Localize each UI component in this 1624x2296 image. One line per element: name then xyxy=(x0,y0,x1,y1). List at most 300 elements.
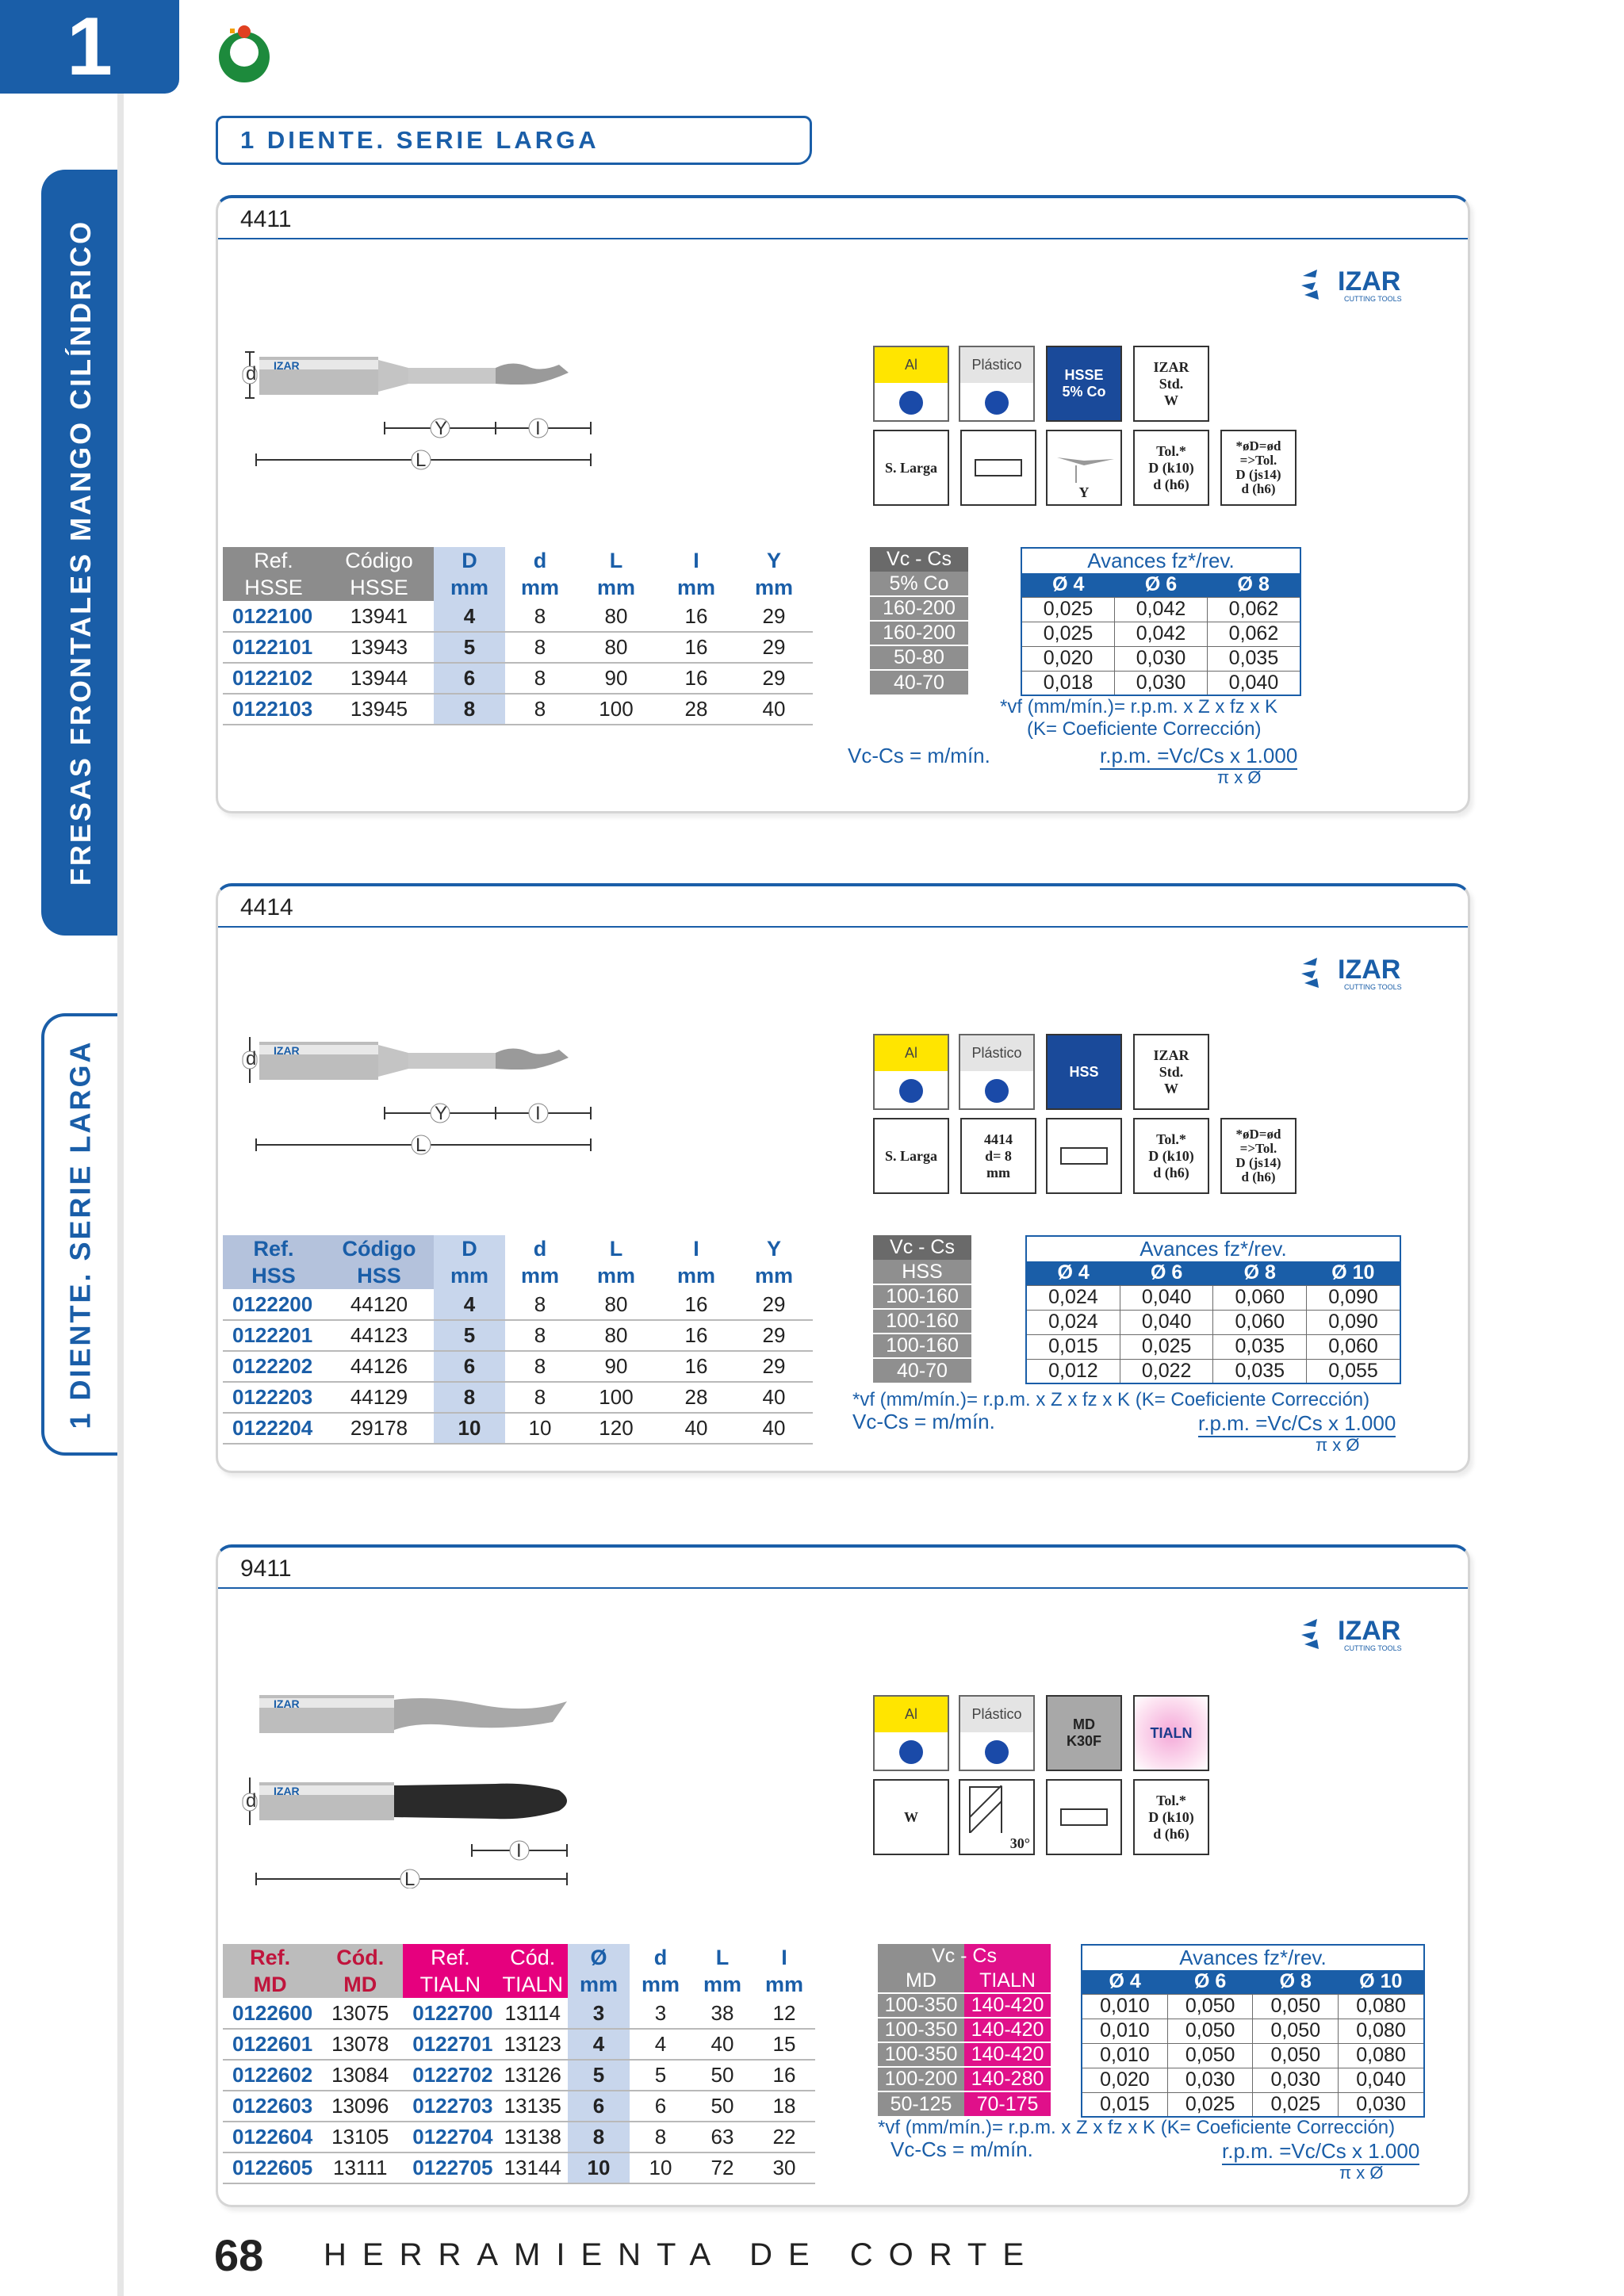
table-cell: 0,020 xyxy=(1021,646,1115,671)
svg-text:CUTTING TOOLS: CUTTING TOOLS xyxy=(1344,295,1402,303)
svg-text:d: d xyxy=(246,1790,257,1812)
product-panel-9411 xyxy=(216,1544,1470,2207)
col-unit: mm xyxy=(575,574,657,601)
table-cell: 0,090 xyxy=(1307,1310,1400,1334)
svg-text:I: I xyxy=(535,1103,541,1124)
table-cell: 8 xyxy=(434,1382,505,1413)
table-cell: 80 xyxy=(575,1320,657,1351)
product-code: 4414 xyxy=(240,894,293,920)
vc-cell: 160-200 xyxy=(870,621,968,645)
rpm-divisor: π x Ø xyxy=(1217,767,1262,787)
table-cell: 10 xyxy=(505,1413,575,1444)
table-cell: 22 xyxy=(753,2122,815,2152)
shank-w-icon: W xyxy=(873,1779,949,1855)
vc-cell: 140-280 xyxy=(964,2067,1051,2091)
col-unit: mm xyxy=(735,574,813,601)
table-cell: 13135 xyxy=(497,2091,568,2122)
vc-subheader: TIALN xyxy=(964,1969,1051,1993)
rpm-formula: r.p.m. =Vc/Cs x 1.000 xyxy=(1198,1411,1396,1437)
table-cell: 13084 xyxy=(317,2060,403,2091)
col-unit: mm xyxy=(691,1971,753,1998)
carbide-material-icon: MD K30F xyxy=(1046,1695,1122,1771)
feed-col-header: Ø 8 xyxy=(1213,1261,1307,1285)
material-plastico-label: Plástico xyxy=(960,1697,1033,1732)
spec-table-4411 xyxy=(223,547,813,725)
vc-cell: 50-80 xyxy=(870,645,968,670)
vc-header: Vc - Cs xyxy=(870,547,968,572)
table-cell: 8 xyxy=(505,694,575,725)
table-cell: 0122201 xyxy=(223,1320,324,1351)
feed-row xyxy=(1026,1285,1400,1310)
table-cell: 80 xyxy=(575,601,657,632)
material-al-label: Al xyxy=(875,347,948,383)
table-cell: 100 xyxy=(575,694,657,725)
col-header: I xyxy=(753,1944,815,1971)
table-cell: 8 xyxy=(505,1382,575,1413)
vc-cell: 100-160 xyxy=(873,1284,971,1309)
table-cell: 40 xyxy=(735,1413,813,1444)
material-plastico-label: Plástico xyxy=(960,1035,1033,1071)
table-cell: 0,022 xyxy=(1120,1359,1213,1383)
table-row xyxy=(223,2152,815,2183)
table-cell: 28 xyxy=(657,694,735,725)
material-plastico-label: Plástico xyxy=(960,347,1033,383)
table-row xyxy=(223,1413,813,1444)
table-cell: 5 xyxy=(630,2060,691,2091)
table-cell: 0,040 xyxy=(1339,2068,1424,2092)
table-row xyxy=(223,2091,815,2122)
cylinder-shank-icon xyxy=(1046,1118,1122,1194)
rpm-formula: r.p.m. =Vc/Cs x 1.000 xyxy=(1100,744,1297,770)
svg-text:IZAR: IZAR xyxy=(1338,1616,1401,1646)
table-cell: 8 xyxy=(505,601,575,632)
rpm-divisor: π x Ø xyxy=(1339,2163,1384,2183)
feed-formula: *vf (mm/mín.)= r.p.m. x Z x fz x K xyxy=(1000,696,1278,718)
section-title: 1 DIENTE. SERIE LARGA xyxy=(216,116,812,165)
col-unit: HSS xyxy=(223,1262,324,1289)
vc-row xyxy=(878,2067,1051,2091)
col-header: L xyxy=(691,1944,753,1971)
svg-text:IZAR: IZAR xyxy=(274,1697,300,1710)
feed-row xyxy=(1026,1310,1400,1334)
table-cell: 0,060 xyxy=(1307,1334,1400,1359)
cutting-speed-table-9411 xyxy=(878,1944,1051,2116)
spec-table-9411 xyxy=(223,1944,815,2184)
svg-text:d: d xyxy=(246,363,257,385)
table-cell: 13096 xyxy=(317,2091,403,2122)
table-cell: 13111 xyxy=(317,2152,403,2183)
table-cell: 72 xyxy=(691,2152,753,2183)
table-row xyxy=(223,1998,815,2029)
vc-cell: 160-200 xyxy=(870,596,968,621)
feed-formula: *vf (mm/mín.)= r.p.m. x Z x fz x K (K= Coeficiente Corrección) xyxy=(878,2117,1396,2138)
svg-text:Y: Y xyxy=(435,1103,448,1124)
tialn-coating-icon: TIALN xyxy=(1133,1695,1209,1771)
table-cell: 29 xyxy=(735,1351,813,1382)
col-header: I xyxy=(657,547,735,574)
vc-unit-note: Vc-Cs = m/mín. xyxy=(891,2137,1033,2161)
table-cell: 0122200 xyxy=(223,1289,324,1320)
product-panel-4414 xyxy=(216,883,1470,1473)
svg-text:Y: Y xyxy=(435,418,448,439)
material-al xyxy=(873,1695,949,1771)
vc-cell: 100-350 xyxy=(878,2042,964,2067)
material-al xyxy=(873,1034,949,1110)
material-plastico xyxy=(959,346,1035,422)
table-cell: 12 xyxy=(753,1998,815,2029)
col-unit: mm xyxy=(753,1971,815,1998)
table-cell: 0,050 xyxy=(1167,2019,1253,2043)
table-cell: 29178 xyxy=(324,1413,434,1444)
vc-cell: 100-350 xyxy=(878,2018,964,2042)
col-header: Y xyxy=(735,1235,813,1262)
table-cell: 8 xyxy=(505,1320,575,1351)
table-cell: 0,025 xyxy=(1021,597,1115,622)
table-cell: 29 xyxy=(735,1289,813,1320)
svg-text:d: d xyxy=(246,1048,257,1070)
divider xyxy=(218,238,1468,239)
col-unit: HSSE xyxy=(223,574,324,601)
vc-subheader: 5% Co xyxy=(870,572,968,596)
tool-drawing-9411 xyxy=(242,1690,622,1888)
col-header: L xyxy=(575,1235,657,1262)
suitable-dot-icon xyxy=(985,1740,1009,1764)
table-cell: 0,010 xyxy=(1082,1994,1167,2019)
table-cell: 0,042 xyxy=(1115,622,1208,646)
table-cell: 16 xyxy=(753,2060,815,2091)
table-cell: 0122701 xyxy=(403,2029,497,2060)
col-header: Ref. xyxy=(223,547,324,574)
table-row xyxy=(223,663,813,694)
table-cell: 0,025 xyxy=(1167,2092,1253,2117)
table-cell: 13943 xyxy=(324,632,434,663)
col-unit: TIALN xyxy=(403,1971,497,1998)
suitable-dot-icon xyxy=(899,391,923,415)
table-cell: 0,015 xyxy=(1082,2092,1167,2117)
table-cell: 0,012 xyxy=(1026,1359,1120,1383)
izar-logo-icon xyxy=(1295,262,1446,309)
table-cell: 0,035 xyxy=(1213,1334,1307,1359)
table-row xyxy=(223,1351,813,1382)
company-logo-icon xyxy=(213,22,276,86)
table-cell: 0,030 xyxy=(1253,2068,1339,2092)
table-cell: 4 xyxy=(568,2029,630,2060)
col-header: Código xyxy=(324,1235,434,1262)
table-cell: 15 xyxy=(753,2029,815,2060)
feed-row xyxy=(1082,2043,1424,2068)
side-tab-main-label: FRESAS FRONTALES MANGO CILÍNDRICO xyxy=(64,219,98,886)
table-cell: 0122603 xyxy=(223,2091,317,2122)
angle-label: 30° xyxy=(1009,1835,1030,1851)
col-unit: MD xyxy=(223,1971,317,1998)
table-cell: 0,050 xyxy=(1253,2019,1339,2043)
table-cell: 40 xyxy=(735,1382,813,1413)
table-cell: 0,010 xyxy=(1082,2019,1167,2043)
table-cell: 63 xyxy=(691,2122,753,2152)
table-cell: 0122700 xyxy=(403,1998,497,2029)
table-cell: 13123 xyxy=(497,2029,568,2060)
col-unit: HSSE xyxy=(324,574,434,601)
col-header: Ø xyxy=(568,1944,630,1971)
col-header: Cód. xyxy=(497,1944,568,1971)
vc-row xyxy=(878,2042,1051,2067)
vc-cell: 100-160 xyxy=(873,1309,971,1334)
feed-col-header: Ø 8 xyxy=(1207,573,1300,597)
table-cell: 44123 xyxy=(324,1320,434,1351)
table-cell: 0,060 xyxy=(1213,1285,1307,1310)
feed-row xyxy=(1082,2092,1424,2117)
table-cell: 0,042 xyxy=(1115,597,1208,622)
table-cell: 13941 xyxy=(324,601,434,632)
side-tab-sub xyxy=(41,1013,117,1456)
table-cell: 0,035 xyxy=(1207,646,1300,671)
table-cell: 13126 xyxy=(497,2060,568,2091)
table-cell: 29 xyxy=(735,632,813,663)
table-cell: 38 xyxy=(691,1998,753,2029)
table-cell: 0122704 xyxy=(403,2122,497,2152)
table-cell: 0,040 xyxy=(1120,1285,1213,1310)
table-cell: 0122602 xyxy=(223,2060,317,2091)
divider xyxy=(218,926,1468,928)
izar-std-icon: IZAR Std. W xyxy=(1133,1034,1209,1110)
tolerance-js14-icon: *øD=ød =>Tol. D (js14) d (h6) xyxy=(1220,1118,1297,1194)
table-cell: 16 xyxy=(657,1351,735,1382)
col-header: d xyxy=(505,1235,575,1262)
chapter-number: 1 xyxy=(0,0,179,94)
table-cell: 8 xyxy=(505,1351,575,1382)
col-header: Ref. xyxy=(223,1944,317,1971)
feed-formula: *vf (mm/mín.)= r.p.m. x Z x fz x K (K= Coeficiente Corrección) xyxy=(852,1389,1370,1410)
page-number: 68 xyxy=(214,2230,264,2280)
col-unit: mm xyxy=(434,1262,505,1289)
table-cell: 0122204 xyxy=(223,1413,324,1444)
table-row xyxy=(223,2029,815,2060)
cylinder-shank-icon xyxy=(1046,1779,1122,1855)
feed-row xyxy=(1082,2019,1424,2043)
shank-d8-icon: 4414 d= 8 mm xyxy=(960,1118,1036,1194)
table-cell: 28 xyxy=(657,1382,735,1413)
tool-material-icon: HSSE 5% Co xyxy=(1046,346,1122,422)
table-cell: 90 xyxy=(575,663,657,694)
table-cell: 29 xyxy=(735,601,813,632)
cutting-speed-table-4414 xyxy=(873,1235,971,1383)
table-cell: 0122705 xyxy=(403,2152,497,2183)
feed-row xyxy=(1021,646,1300,671)
feed-title: Avances fz*/rev. xyxy=(1082,1945,1424,1970)
table-cell: 0,040 xyxy=(1207,671,1300,695)
product-panel-4411 xyxy=(216,195,1470,813)
table-cell: 5 xyxy=(434,1320,505,1351)
vc-header: Vc - Cs xyxy=(873,1235,971,1260)
suitable-dot-icon xyxy=(899,1740,923,1764)
table-cell: 0,020 xyxy=(1082,2068,1167,2092)
svg-text:IZAR: IZAR xyxy=(274,1785,300,1797)
table-cell: 50 xyxy=(691,2091,753,2122)
rpm-formula: r.p.m. =Vc/Cs x 1.000 xyxy=(1222,2139,1419,2165)
table-cell: 8 xyxy=(630,2122,691,2152)
table-cell: 40 xyxy=(735,694,813,725)
feed-row xyxy=(1021,622,1300,646)
table-cell: 0,024 xyxy=(1026,1285,1120,1310)
table-cell: 0122101 xyxy=(223,632,324,663)
col-header: Y xyxy=(735,547,813,574)
col-header: d xyxy=(630,1944,691,1971)
col-header: Ref. xyxy=(403,1944,497,1971)
col-unit: HSS xyxy=(324,1262,434,1289)
table-cell: 0,015 xyxy=(1026,1334,1120,1359)
svg-text:L: L xyxy=(404,1869,416,1888)
table-cell: 80 xyxy=(575,632,657,663)
table-cell: 0122702 xyxy=(403,2060,497,2091)
table-cell: 10 xyxy=(568,2152,630,2183)
table-cell: 80 xyxy=(575,1289,657,1320)
table-cell: 8 xyxy=(505,1289,575,1320)
izar-std-icon: IZAR Std. W xyxy=(1133,346,1209,422)
table-cell: 10 xyxy=(630,2152,691,2183)
svg-text:L: L xyxy=(416,1135,427,1156)
table-cell: 100 xyxy=(575,1382,657,1413)
col-unit: mm xyxy=(735,1262,813,1289)
tolerance-js14-icon: *øD=ød =>Tol. D (js14) d (h6) xyxy=(1220,430,1297,506)
table-cell: 13944 xyxy=(324,663,434,694)
col-header: Código xyxy=(324,547,434,574)
izar-logo-icon xyxy=(1295,1611,1446,1659)
table-cell: 44129 xyxy=(324,1382,434,1413)
table-cell: 0122605 xyxy=(223,2152,317,2183)
svg-text:IZAR: IZAR xyxy=(274,359,300,372)
vc-unit-note: Vc-Cs = m/mín. xyxy=(848,744,990,767)
vc-cell: 140-420 xyxy=(964,2042,1051,2067)
table-row xyxy=(223,2122,815,2152)
table-cell: 0,090 xyxy=(1307,1285,1400,1310)
table-cell: 4 xyxy=(434,1289,505,1320)
series-length-icon: S. Larga xyxy=(873,1118,949,1194)
table-cell: 0,030 xyxy=(1167,2068,1253,2092)
svg-text:IZAR: IZAR xyxy=(1338,266,1401,297)
table-cell: 0,025 xyxy=(1253,2092,1339,2117)
col-header: d xyxy=(505,547,575,574)
feed-table-4414 xyxy=(1025,1235,1401,1384)
vc-cell: 140-420 xyxy=(964,1993,1051,2018)
suitable-dot-icon xyxy=(899,1079,923,1103)
footer-title: HERRAMIENTA DE CORTE xyxy=(324,2237,1040,2272)
svg-text:I: I xyxy=(535,418,541,439)
table-cell: 13105 xyxy=(317,2122,403,2152)
product-code: 9411 xyxy=(240,1556,292,1582)
feed-col-header: Ø 4 xyxy=(1082,1970,1167,1994)
table-row xyxy=(223,1320,813,1351)
product-code: 4411 xyxy=(240,206,292,232)
table-cell: 0,055 xyxy=(1307,1359,1400,1383)
feed-col-header: Ø 10 xyxy=(1339,1970,1424,1994)
y-length-icon xyxy=(1046,430,1122,506)
table-cell: 4 xyxy=(630,2029,691,2060)
table-cell: 13138 xyxy=(497,2122,568,2152)
table-cell: 6 xyxy=(568,2091,630,2122)
vc-row xyxy=(878,2091,1051,2116)
table-cell: 0122601 xyxy=(223,2029,317,2060)
vc-subheader: HSS xyxy=(873,1260,971,1284)
table-cell: 4 xyxy=(434,601,505,632)
table-cell: 0,025 xyxy=(1021,622,1115,646)
table-cell: 16 xyxy=(657,632,735,663)
cylinder-shank-icon xyxy=(960,430,1036,506)
feed-col-header: Ø 10 xyxy=(1307,1261,1400,1285)
table-cell: 0122202 xyxy=(223,1351,324,1382)
table-cell: 3 xyxy=(568,1998,630,2029)
feed-col-header: Ø 8 xyxy=(1253,1970,1339,1994)
tolerance-icon: Tol.* D (k10) d (h6) xyxy=(1133,1779,1209,1855)
col-header: I xyxy=(657,1235,735,1262)
material-al xyxy=(873,346,949,422)
table-cell: 0122600 xyxy=(223,1998,317,2029)
feed-row xyxy=(1082,2068,1424,2092)
tool-material-icon: HSS xyxy=(1046,1034,1122,1110)
table-cell: 0122102 xyxy=(223,663,324,694)
side-tab-main xyxy=(41,170,117,936)
table-cell: 16 xyxy=(657,663,735,694)
vc-cell: 100-350 xyxy=(878,1993,964,2018)
k-note: (K= Coeficiente Corrección) xyxy=(1027,718,1262,740)
table-cell: 0,080 xyxy=(1339,2019,1424,2043)
table-cell: 6 xyxy=(434,1351,505,1382)
table-cell: 13078 xyxy=(317,2029,403,2060)
vc-cell: 100-200 xyxy=(878,2067,964,2091)
table-cell: 0122703 xyxy=(403,2091,497,2122)
divider xyxy=(218,1587,1468,1589)
tool-tip-icon xyxy=(1052,442,1116,484)
rpm-divisor: π x Ø xyxy=(1316,1435,1360,1455)
table-row xyxy=(223,601,813,632)
side-tab-sub-label: 1 DIENTE. SERIE LARGA xyxy=(64,1039,97,1429)
suitable-dot-icon xyxy=(985,1079,1009,1103)
table-cell: 8 xyxy=(434,694,505,725)
svg-text:I: I xyxy=(516,1840,522,1862)
table-cell: 0,040 xyxy=(1120,1310,1213,1334)
table-cell: 8 xyxy=(568,2122,630,2152)
table-cell: 0,030 xyxy=(1115,671,1208,695)
tool-drawing-4414 xyxy=(242,1037,622,1196)
feed-col-header: Ø 6 xyxy=(1115,573,1208,597)
feed-row xyxy=(1026,1334,1400,1359)
table-cell: 0,030 xyxy=(1115,646,1208,671)
table-cell: 3 xyxy=(630,1998,691,2029)
vc-cell: 140-420 xyxy=(964,2018,1051,2042)
material-plastico xyxy=(959,1034,1035,1110)
shank-icon xyxy=(1056,1140,1112,1172)
table-row xyxy=(223,1382,813,1413)
col-unit: mm xyxy=(657,1262,735,1289)
vc-row xyxy=(878,2018,1051,2042)
table-cell: 0,010 xyxy=(1082,2043,1167,2068)
table-cell: 0,035 xyxy=(1213,1359,1307,1383)
table-cell: 0,060 xyxy=(1213,1310,1307,1334)
table-row xyxy=(223,1289,813,1320)
col-header: D xyxy=(434,1235,505,1262)
table-cell: 50 xyxy=(691,2060,753,2091)
vc-cell: 40-70 xyxy=(873,1358,971,1383)
table-cell: 44120 xyxy=(324,1289,434,1320)
series-length-icon: S. Larga xyxy=(873,430,949,506)
table-cell: 8 xyxy=(505,632,575,663)
cutting-speed-table-4411 xyxy=(870,547,968,695)
feed-title: Avances fz*/rev. xyxy=(1026,1236,1400,1261)
table-cell: 13945 xyxy=(324,694,434,725)
col-unit: MD xyxy=(317,1971,403,1998)
spec-table-4414 xyxy=(223,1235,813,1445)
table-cell: 16 xyxy=(657,601,735,632)
vc-unit-note: Vc-Cs = m/mín. xyxy=(852,1410,995,1433)
